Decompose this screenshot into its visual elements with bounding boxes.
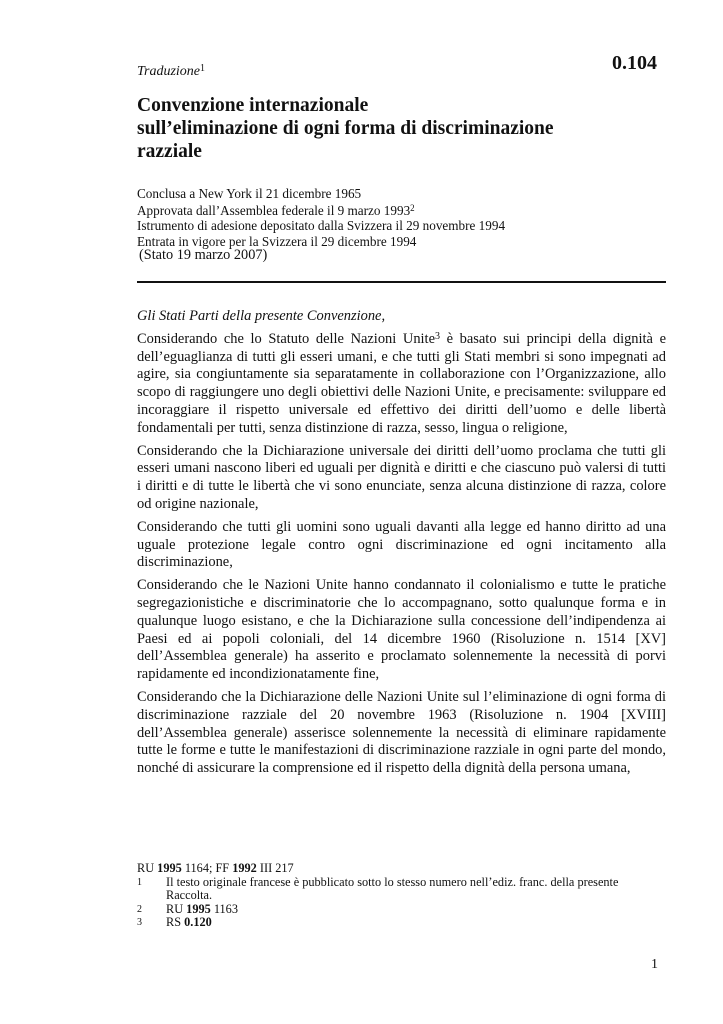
- footnote-2-year: 1995: [186, 901, 211, 916]
- meta-instrument: Istrumento di adesione depositato dalla Svizzera il 29 novembre 1994: [137, 218, 506, 234]
- meta-approved: [137, 201, 505, 218]
- paragraph-5: Considerando che la Dichiarazione delle Nazioni Unite sul l’eliminazione di ogni forma di discriminazione razziale del 20 novembre 1963 (Risoluzione n. 1904 [XVIII] dell’Assemblea generale) asserisce solennemente la necessità di eliminare rapidamente tutte le forme e tutte le manifestazioni di discriminazione razziale in ogni parte del mondo, nonché di assicurare la comprensione ed il rispetto della dignità della persona umana,: [137, 688, 666, 777]
- page-number: 1: [651, 957, 658, 972]
- footnote-3: [137, 916, 666, 930]
- ref-ru-year: 1995: [157, 861, 182, 875]
- footnote-2-mark: 2: [137, 903, 142, 915]
- document-title: [137, 94, 677, 163]
- footnote-ref-1[interactable]: 1: [200, 63, 206, 74]
- footnote-1-text: Il testo originale francese è pubblicato sotto lo stesso numero nell’ediz. franc. della presente Raccolta.: [166, 874, 619, 903]
- ref-ff-year: 1992: [232, 861, 257, 875]
- paragraph-1-rest: è basato sui principi della dignità e dell’eguaglianza di tutti gli esseri umani, e che tutti gli Stati membri si sono impegnati ad agire, sia congiuntamente sia separatamente in collaborazione con l’Organizzazione, allo scopo di raggiungere uno degli obiettivi delle Nazioni Unite, e precisamente: sviluppare ed incoraggiare il rispetto universale ed effettivo dei diritti dell’uomo e delle libertà fondamentali per tutti, senza distinzione di razza, sesso, lingua o religione,: [137, 330, 666, 436]
- footnote-3-label: RS: [166, 915, 185, 930]
- document-number: 0.104: [612, 52, 657, 74]
- paragraph-1-start: Considerando che lo Statuto delle Nazioni Unite: [137, 330, 435, 347]
- paragraph-1: [137, 331, 666, 438]
- footnote-2-label: RU: [166, 901, 187, 916]
- meta-in-force: Entrata in vigore per la Svizzera il 29 dicembre 1994: [137, 233, 417, 249]
- ref-ru-label: RU: [137, 861, 158, 875]
- footnote-3-mark: 3: [137, 917, 142, 929]
- footnotes: [137, 862, 666, 930]
- paragraph-2: Considerando che la Dichiarazione universale dei diritti dell’uomo proclama che tutti gli esseri umani nascono liberi ed uguali per dignità e diritti e che ciascuno può valersi di tutti i diritti e di tutte le libertà che vi sono enunciate, senza alcuna distinzione di razza, colore od origine nazionale,: [137, 442, 666, 512]
- translation-label-text: Traduzione: [137, 64, 201, 79]
- footnote-2-page: 1163: [210, 901, 238, 916]
- footnote-ref-3[interactable]: 3: [434, 330, 440, 342]
- footnote-2-text: [166, 903, 666, 917]
- title-line-1: Convenzione internazionale: [137, 95, 369, 116]
- meta-concluded: Conclusa a New York il 21 dicembre 1965: [137, 186, 362, 201]
- header-divider: [137, 281, 666, 283]
- ref-ru-page: 1164; FF: [181, 861, 233, 875]
- translation-label: [137, 63, 205, 80]
- source-reference: [137, 862, 666, 876]
- preamble: Gli Stati Parti della presente Convenzione,: [137, 308, 386, 324]
- meta-approved-text: Approvata dall’Assemblea federale il 9 marzo 1993: [137, 203, 411, 219]
- document-body: [137, 308, 666, 783]
- status-date: (Stato 19 marzo 2007): [139, 247, 268, 263]
- paragraph-4: Considerando che le Nazioni Unite hanno condannato il colonialismo e tutte le pratiche segregazionistiche e discriminatorie che lo accompagnano, sotto qualunque forma e in qualunque luogo esistano, e che la Dichiarazione sulla concessione dell’indipendenza ai Paesi ed ai popoli coloniali, del 14 dicembre 1960 (Risoluzione n. 1514 [XV] dell’Assemblea generale) ha asserito e proclamato solennemente la necessità di porvi rapidamente ed incondizionatamente fine,: [137, 577, 666, 683]
- paragraph-3: Considerando che tutti gli uomini sono uguali davanti alla legge ed hanno diritto ad una uguale protezione legale contro ogni discriminazione ed ogni incitamento alla discriminazione,: [137, 518, 666, 571]
- title-line-3: razziale: [137, 141, 202, 162]
- title-line-2: sull’eliminazione di ogni forma di discriminazione: [137, 118, 554, 139]
- footnote-ref-2[interactable]: 2: [410, 203, 415, 214]
- footnote-2: [137, 903, 666, 917]
- footnote-3-text: [166, 916, 666, 930]
- ref-ff-rest: III 217: [256, 861, 294, 875]
- footnote-1-mark: 1: [137, 876, 142, 888]
- document-metadata: [137, 186, 505, 249]
- footnote-3-number: 0.120: [184, 915, 212, 930]
- footnote-1: [137, 876, 666, 903]
